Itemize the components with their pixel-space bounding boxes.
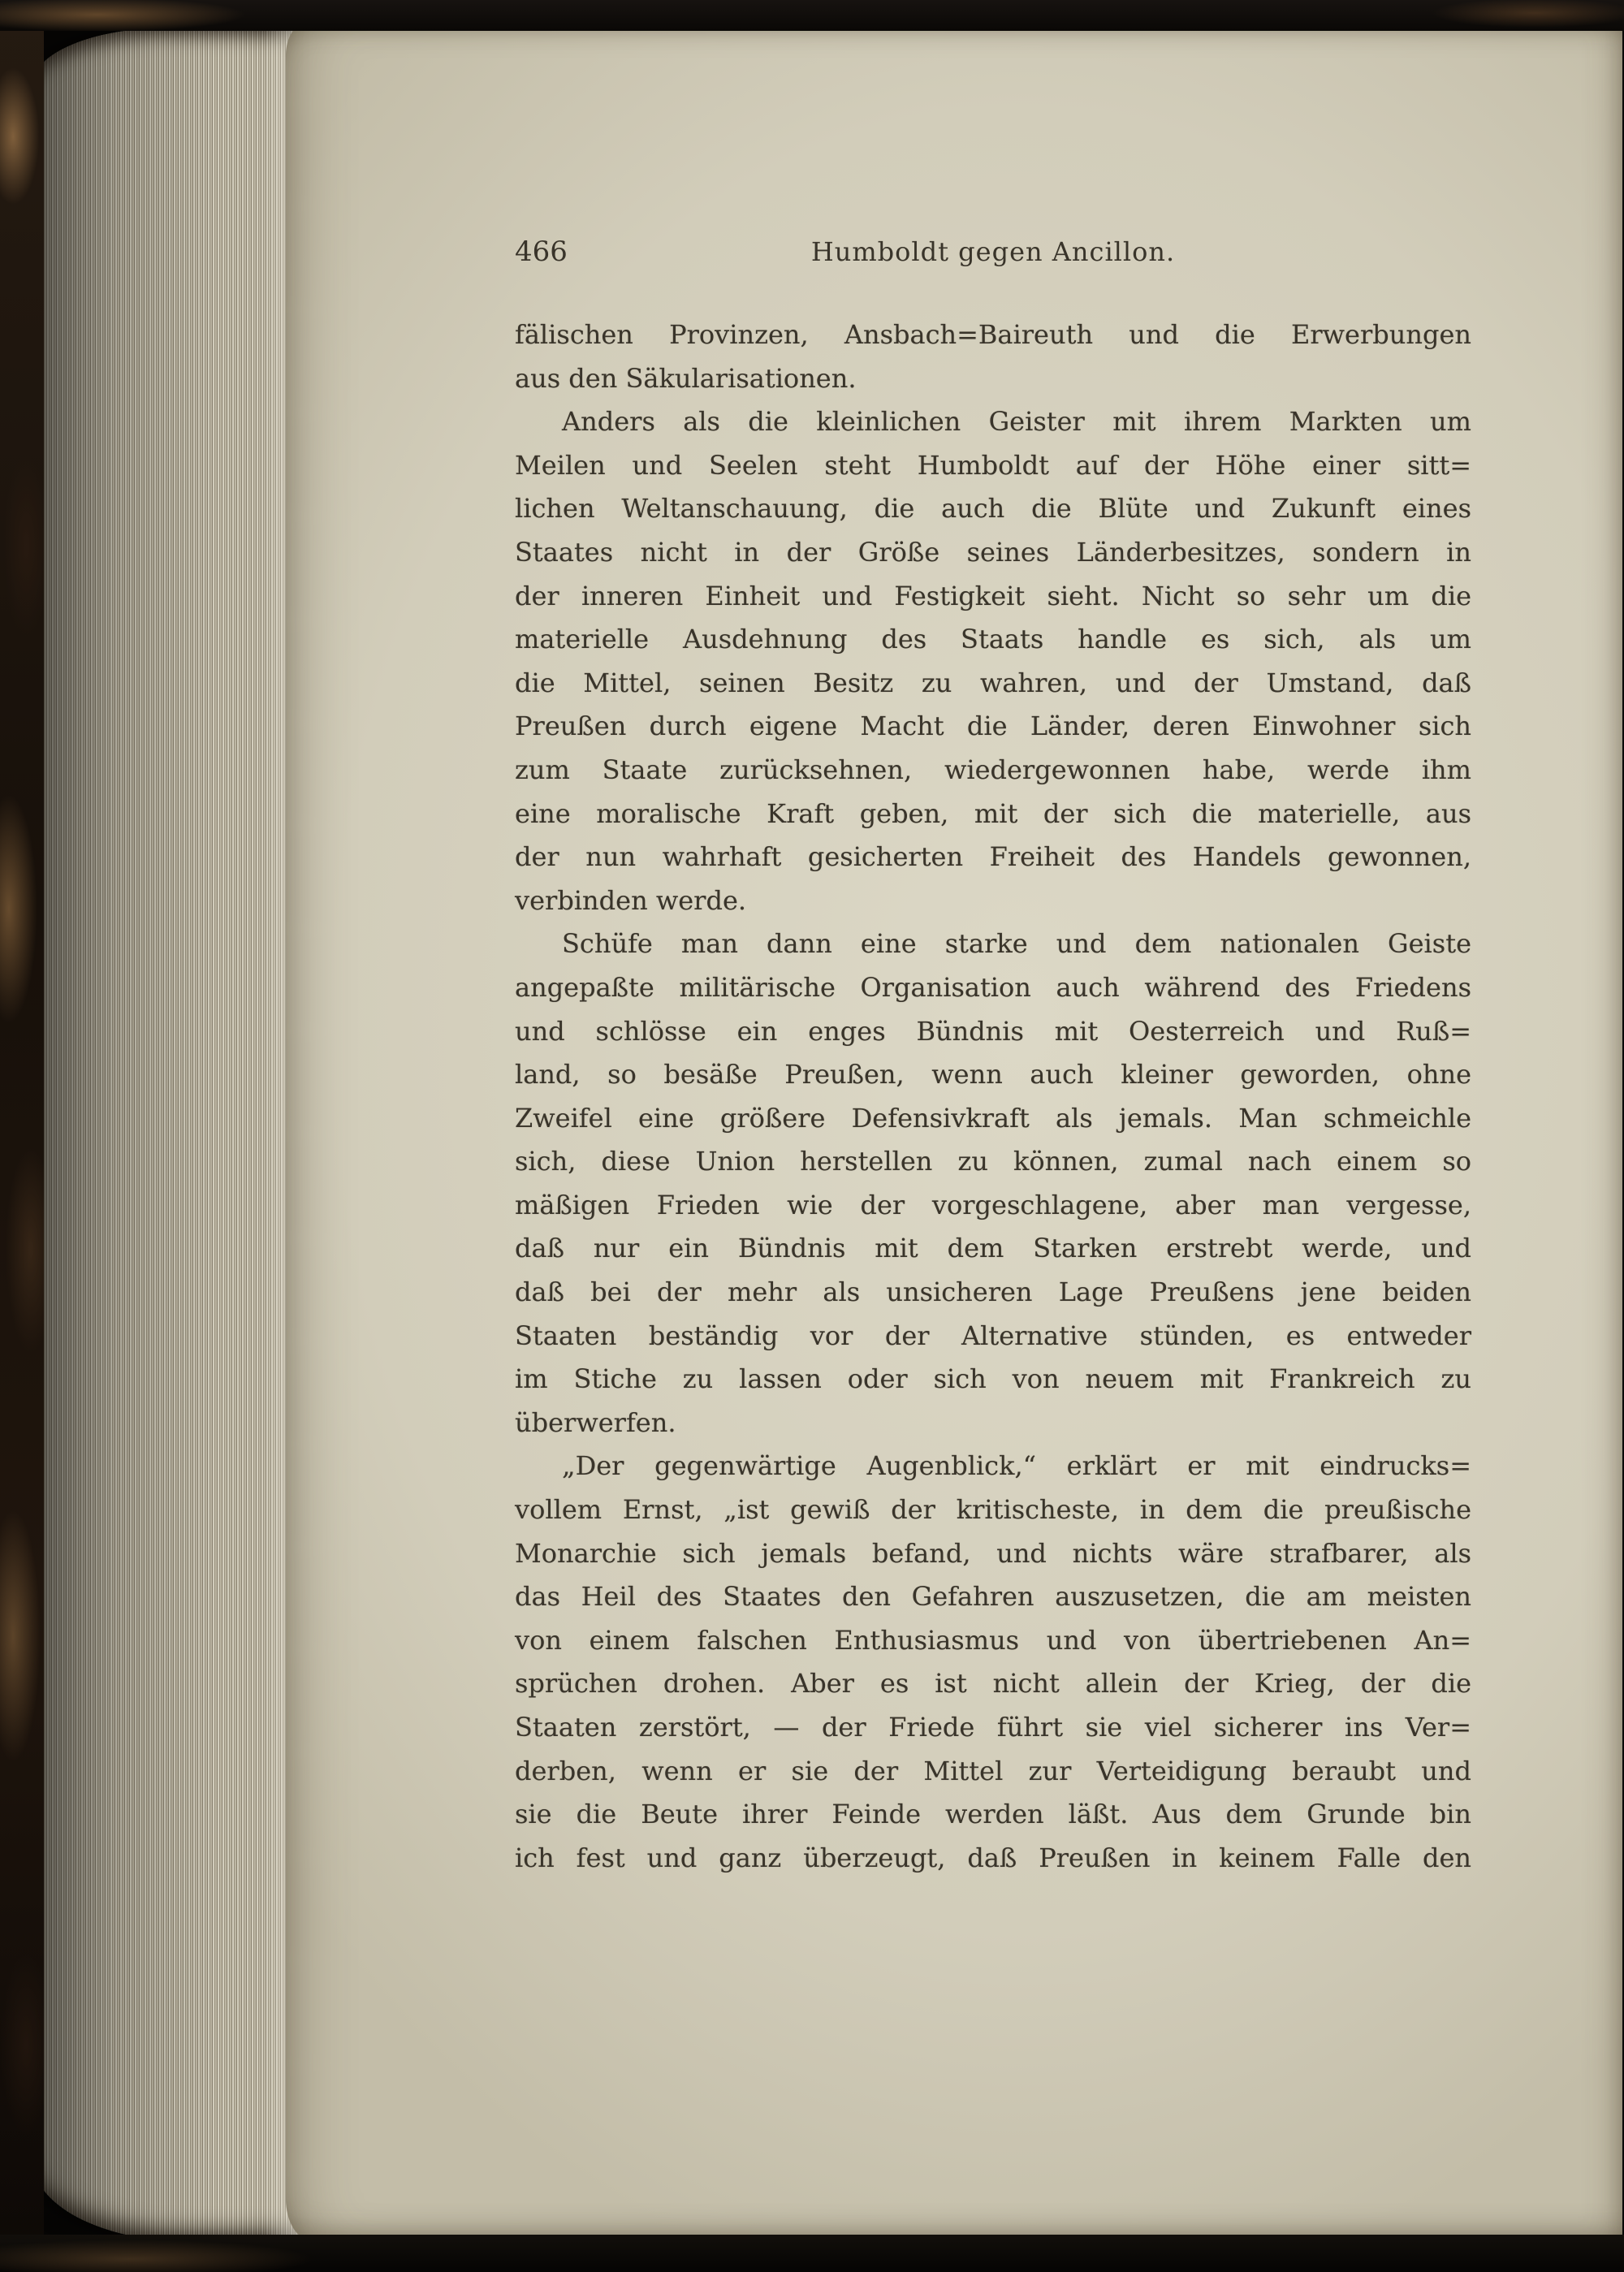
text-line: Anders als die kleinlichen Geister mit ihrem Markten um <box>562 406 1471 438</box>
text-line: der inneren Einheit und Festigkeit sieht. Nicht so sehr um die <box>515 580 1471 611</box>
page-header <box>515 232 1471 271</box>
text-line: Preußen durch eigene Macht die Länder, deren Einwohner sich <box>515 711 1471 742</box>
text-line: Staaten beständig vor der Alternative stünden, es entweder <box>515 1320 1471 1351</box>
paragraph <box>515 922 1471 1445</box>
text-line: angepaßte militärische Organisation auch während des Friedens <box>515 971 1471 1003</box>
text-block <box>515 232 1471 1880</box>
running-header: Humboldt gegen Ancillon. <box>810 236 1176 267</box>
text-line: im Stiche zu lassen oder sich von neuem mit Frankreich zu <box>515 1363 1471 1395</box>
text-line: fälischen Provinzen, Ansbach=Baireuth und die Erwerbungen <box>515 319 1471 350</box>
book-cover-marbled-board <box>0 0 44 2272</box>
text-line: land, so besäße Preußen, wenn auch kleiner geworden, ohne <box>515 1059 1471 1091</box>
body-text <box>515 313 1471 1880</box>
text-line: mäßigen Frieden wie der vorgeschlagene, aber man vergesse, <box>515 1189 1471 1220</box>
text-line: Schüfe man dann eine starke und dem nationalen Geiste <box>562 928 1471 960</box>
text-line: daß bei der mehr als unsicheren Lage Preußens jene beiden <box>515 1276 1471 1308</box>
text-line: Staaten zerstört, — der Friede führt sie viel sicherer ins Ver= <box>515 1712 1471 1743</box>
text-line: sich, diese Union herstellen zu können, zumal nach einem so <box>515 1146 1471 1177</box>
text-line: und schlösse ein enges Bündnis mit Oesterreich und Ruß= <box>515 1015 1471 1047</box>
paragraph <box>515 313 1471 400</box>
text-line: ich fest und ganz überzeugt, daß Preußen in keinem Falle den <box>515 1842 1471 1873</box>
book-cover-top-edge <box>0 0 1624 31</box>
text-line: materielle Ausdehnung des Staats handle es sich, als um <box>515 624 1471 655</box>
text-line: Staates nicht in der Größe seines Länderbesitzes, sondern in <box>515 536 1471 568</box>
book-page <box>286 23 1622 2240</box>
text-line: sprüchen drohen. Aber es ist nicht allein der Krieg, der die <box>515 1668 1471 1700</box>
text-line: die Mittel, seinen Besitz zu wahren, und der Umstand, daß <box>515 667 1471 698</box>
text-line: zum Staate zurücksehnen, wiedergewonnen habe, werde ihm <box>515 754 1471 785</box>
book-cover-bottom-edge <box>0 2235 1624 2272</box>
text-line: das Heil des Staates den Gefahren auszusetzen, die am meisten <box>515 1581 1471 1613</box>
text-line: Monarchie sich jemals befand, und nichts wäre strafbarer, als <box>515 1537 1471 1569</box>
text-line: der nun wahrhaft gesicherten Freiheit des Handels gewonnen, <box>515 841 1471 873</box>
text-line: „Der gegenwärtige Augenblick,“ erklärt er mit eindrucks= <box>562 1450 1471 1482</box>
text-line: lichen Weltanschauung, die auch die Blüte und Zukunft eines <box>515 493 1471 525</box>
text-line: verbinden werde. <box>515 884 747 916</box>
text-line: eine moralische Kraft geben, mit der sich die materielle, aus <box>515 797 1471 829</box>
text-line: derben, wenn er sie der Mittel zur Verteidigung beraubt und <box>515 1755 1471 1786</box>
text-line: Zweifel eine größere Defensivkraft als jemals. Man schmeichle <box>515 1102 1471 1134</box>
text-line: sie die Beute ihrer Feinde werden läßt. Aus dem Grunde bin <box>515 1799 1471 1830</box>
page-number: 466 <box>515 235 568 268</box>
page-stack-fore-edge <box>32 28 300 2241</box>
text-line: vollem Ernst, „ist gewiß der kritischeste, in dem die preußische <box>515 1494 1471 1526</box>
text-line: aus den Säkularisationen. <box>515 362 857 394</box>
paragraph <box>515 1445 1471 1880</box>
paragraph <box>515 400 1471 922</box>
text-line: überwerfen. <box>515 1406 676 1438</box>
text-line: Meilen und Seelen steht Humboldt auf der Höhe einer sitt= <box>515 449 1471 481</box>
text-line: daß nur ein Bündnis mit dem Starken erstrebt werde, und <box>515 1233 1471 1264</box>
text-line: von einem falschen Enthusiasmus und von übertriebenen An= <box>515 1624 1471 1656</box>
